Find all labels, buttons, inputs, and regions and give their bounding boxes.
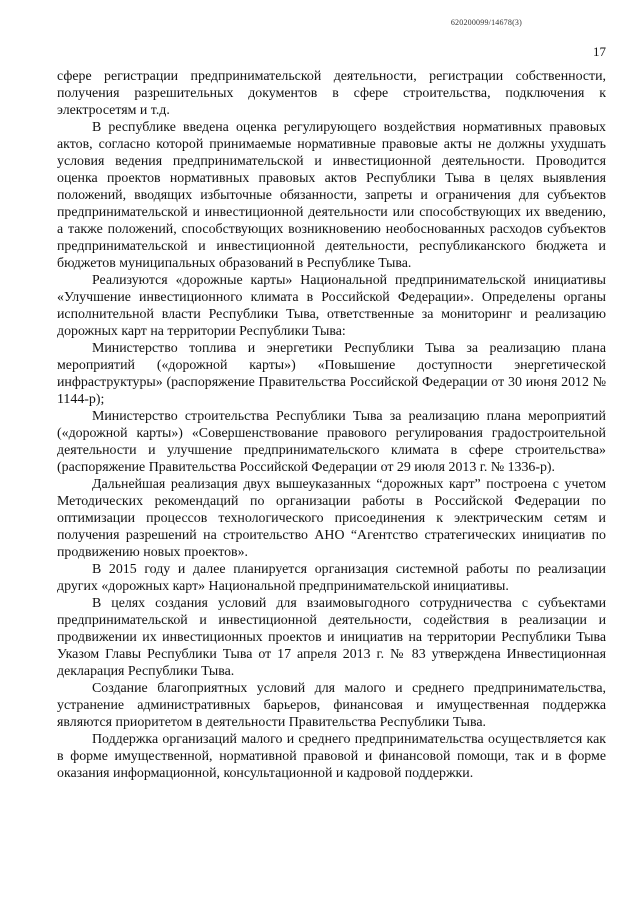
paragraph-investment-declaration: В целях создания условий для взаимовыгодного сотрудничества с субъектами предпринимательской и инвестиционной деятельности, содействия в реализации и продвижении их инвестиционных проектов и инициатив на территории Республики Тыва Указом Главы Республики Тыва от 17 апреля 2013 г. № 83 утверждена Инвестиционная декларация Республики Тыва. <box>57 596 606 679</box>
paragraph-2015-plans: В 2015 году и далее планируется организация системной работы по реализации других «дорожных карт» Национальной предпринимательской инициативы. <box>57 562 606 594</box>
paragraph-roadmaps: Реализуются «дорожные карты» Национальной предпринимательской инициативы «Улучшение инвестиционного климата в Российской Федерации». Определены органы исполнительной власти Республики Тыва, ответственные за мониторинг и реализацию дорожных карт на территории Республики Тыва: <box>57 273 606 339</box>
paragraph-further-implementation: Дальнейшая реализация двух вышеуказанных “дорожных карт” построена с учетом Методических рекомендаций по организации работы в Российской Федерации по оптимизации процессов технологического присоединения к электрическим сетям и получения разрешений на строительство АНО “Агентство стратегических инициатив по продвижению новых проектов». <box>57 477 606 560</box>
page-number: 17 <box>593 44 606 59</box>
paragraph-support-forms: Поддержка организаций малого и среднего предпринимательства осуществляется как в форме имущественной, нормативной правовой и финансовой помощи, так и в форме оказания информационной, консультационной и кадровой поддержки. <box>57 732 606 781</box>
document-id: 620200099/14678(3) <box>450 18 522 27</box>
paragraph-ministry-construction: Министерство строительства Республики Тыва за реализацию плана мероприятий («дорожной карты») «Совершенствование правового регулирования градостроительной деятельности и улучшение предпринимательского климата в сфере строительства» (распоряжение Правительства Российской Федерации от 29 июля 2013 г. № 1336-р). <box>57 409 606 475</box>
paragraph-continuation: сфере регистрации предпринимательской деятельности, регистрации собственности, получения разрешительных документов в сфере строительства, подключения к электросетям и т.д. <box>57 69 606 118</box>
paragraph-ministry-energy: Министерство топлива и энергетики Республики Тыва за реализацию плана мероприятий («дорожной карты») «Повышение доступности энергетической инфраструктуры» (распоряжение Правительства Российской Федерации от 30 июня 2012 № 1144-р); <box>57 341 606 407</box>
paragraph-regulatory-assessment: В республике введена оценка регулирующего воздействия нормативных правовых актов, согласно которой принимаемые нормативные правовые акты не должны ухудшать условия ведения предпринимательской и инвестиционной деятельности. Проводится оценка проектов нормативных правовых актов Республики Тыва в целях выявления положений, вводящих избыточные обязанности, запреты и ограничения для субъектов предпринимательской и инвестиционной деятельности или способствующих их введению, а также положений, способствующих возникновению необоснованных расходов субъектов предпринимательской и инвестиционной деятельности, республиканского бюджета и бюджетов муниципальных образований в Республике Тыва. <box>57 120 606 271</box>
paragraph-favorable-conditions: Создание благоприятных условий для малого и среднего предпринимательства, устранение административных барьеров, финансовая и имущественная поддержка являются приоритетом в деятельности Правительства Республики Тыва. <box>57 681 606 730</box>
document-body <box>57 68 606 782</box>
